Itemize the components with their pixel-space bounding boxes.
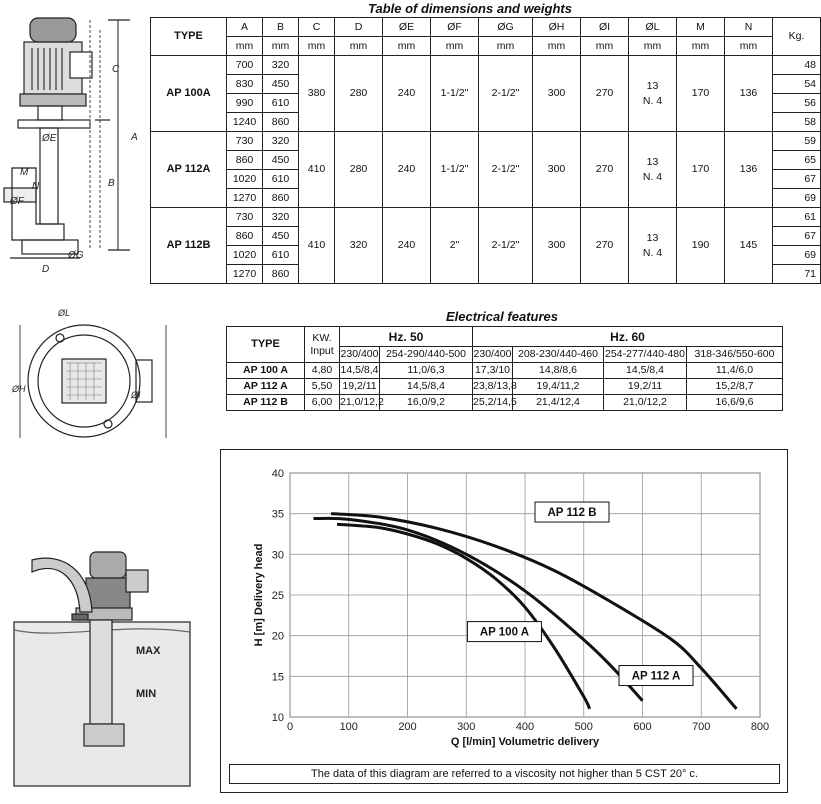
label-n: N <box>32 181 40 192</box>
value-g: 2-1/2" <box>479 208 533 284</box>
value-a: 1020 <box>227 170 263 189</box>
label-oe: ØE <box>42 133 57 144</box>
value-n: 145 <box>725 208 773 284</box>
value-m: 170 <box>677 132 725 208</box>
model-type: AP 112B <box>151 208 227 284</box>
label-max: MAX <box>136 645 161 657</box>
value-a: 700 <box>227 56 263 75</box>
value-b: 450 <box>263 227 299 246</box>
series-label: AP 112 B <box>547 507 597 520</box>
current-value: 16,6/9,6 <box>687 395 783 411</box>
elec-model-type: AP 100 A <box>227 363 305 379</box>
performance-chart <box>220 449 788 763</box>
voltage-header: 254-277/440-480 <box>604 347 687 363</box>
value-kg: 67 <box>773 170 821 189</box>
value-b: 450 <box>263 75 299 94</box>
value-e: 240 <box>383 208 431 284</box>
header-l: ØL <box>629 18 677 37</box>
y-tick-label: 30 <box>271 549 284 562</box>
unit-cell: mm <box>227 37 263 56</box>
header-kg: Kg. <box>773 18 821 56</box>
value-e: 240 <box>383 56 431 132</box>
dimensions-row <box>151 208 821 227</box>
value-a: 1020 <box>227 246 263 265</box>
header-e: ØE <box>383 18 431 37</box>
elec-model-type: AP 112 A <box>227 379 305 395</box>
header-i: ØI <box>581 18 629 37</box>
current-value: 15,2/8,7 <box>687 379 783 395</box>
value-d: 280 <box>335 56 383 132</box>
electrical-row <box>227 395 783 411</box>
unit-cell: mm <box>581 37 629 56</box>
value-kg: 59 <box>773 132 821 151</box>
dimensions-header-row <box>151 18 821 37</box>
dimensions-row <box>151 56 821 75</box>
current-value: 19,2/11 <box>340 379 380 395</box>
value-b: 860 <box>263 189 299 208</box>
value-kg: 58 <box>773 113 821 132</box>
dimensions-title: Table of dimensions and weights <box>368 1 572 16</box>
value-l-size: 13 <box>646 79 659 92</box>
header-b: B <box>263 18 299 37</box>
value-e: 240 <box>383 132 431 208</box>
dimensions-table <box>150 17 821 284</box>
value-a: 1240 <box>227 113 263 132</box>
value-c: 380 <box>299 56 335 132</box>
value-b: 610 <box>263 246 299 265</box>
elec-header-kw <box>305 327 340 363</box>
hz60-header: Hz. 60 <box>473 327 783 347</box>
value-l <box>629 132 677 208</box>
unit-cell: mm <box>677 37 725 56</box>
value-kg: 54 <box>773 75 821 94</box>
model-type: AP 112A <box>151 132 227 208</box>
x-tick-label: 400 <box>515 721 535 733</box>
x-axis-label: Q [l/min] Volumetric delivery <box>450 736 600 748</box>
value-b: 320 <box>263 56 299 75</box>
electrical-row <box>227 379 783 395</box>
value-f: 1-1/2" <box>431 132 479 208</box>
kw-value: 6,00 <box>305 395 340 411</box>
x-tick-label: 700 <box>692 721 711 733</box>
value-f: 2" <box>431 208 479 284</box>
kw-label: KW. <box>312 331 332 344</box>
value-i: 270 <box>581 132 629 208</box>
value-kg: 69 <box>773 246 821 265</box>
dimensions-units-row <box>151 37 821 56</box>
value-g: 2-1/2" <box>479 56 533 132</box>
y-tick-label: 40 <box>271 468 284 480</box>
y-tick-label: 25 <box>271 590 284 602</box>
unit-cell: mm <box>629 37 677 56</box>
pump-side-elevation <box>4 18 130 258</box>
value-b: 860 <box>263 265 299 284</box>
value-kg: 71 <box>773 265 821 284</box>
value-h: 300 <box>533 208 581 284</box>
current-value: 14,5/8,4 <box>604 363 687 379</box>
current-value: 21,0/12,2 <box>604 395 687 411</box>
elec-model-type: AP 112 B <box>227 395 305 411</box>
value-b: 860 <box>263 113 299 132</box>
unit-cell: mm <box>383 37 431 56</box>
value-b: 610 <box>263 94 299 113</box>
y-tick-label: 35 <box>271 508 284 521</box>
technical-drawings <box>0 0 161 800</box>
value-d: 320 <box>335 208 383 284</box>
value-a: 860 <box>227 227 263 246</box>
y-tick-label: 20 <box>271 630 284 643</box>
value-h: 300 <box>533 132 581 208</box>
unit-cell: mm <box>431 37 479 56</box>
header-m: M <box>677 18 725 37</box>
current-value: 14,5/8,4 <box>340 363 380 379</box>
unit-cell: mm <box>299 37 335 56</box>
value-kg: 61 <box>773 208 821 227</box>
label-of: ØF <box>10 196 24 207</box>
elec-header-type: TYPE <box>227 327 305 363</box>
current-value: 11,4/6,0 <box>687 363 783 379</box>
value-b: 320 <box>263 132 299 151</box>
value-n: 136 <box>725 56 773 132</box>
y-axis-label: H [m] Delivery head <box>253 543 265 647</box>
unit-cell: mm <box>263 37 299 56</box>
current-value: 17,3/10 <box>473 363 513 379</box>
header-n: N <box>725 18 773 37</box>
unit-cell: mm <box>533 37 581 56</box>
value-a: 1270 <box>227 189 263 208</box>
value-b: 610 <box>263 170 299 189</box>
value-n: 136 <box>725 132 773 208</box>
current-value: 19,4/11,2 <box>513 379 604 395</box>
value-l <box>629 56 677 132</box>
current-value: 19,2/11 <box>604 379 687 395</box>
voltage-header: 230/400 <box>340 347 380 363</box>
value-a: 830 <box>227 75 263 94</box>
y-tick-label: 10 <box>271 712 284 724</box>
electrical-title: Electrical features <box>445 309 558 324</box>
x-tick-label: 500 <box>574 721 593 733</box>
unit-cell: mm <box>479 37 533 56</box>
value-a: 990 <box>227 94 263 113</box>
label-a: A <box>131 132 138 143</box>
value-a: 730 <box>227 208 263 227</box>
value-a: 730 <box>227 132 263 151</box>
value-c: 410 <box>299 208 335 284</box>
value-l-size: 13 <box>646 231 659 244</box>
value-c: 410 <box>299 132 335 208</box>
voltage-header: 318-346/550-600 <box>687 347 783 363</box>
value-kg: 56 <box>773 94 821 113</box>
value-l-count: N. 4 <box>642 246 663 259</box>
x-tick-label: 600 <box>633 721 652 733</box>
value-d: 280 <box>335 132 383 208</box>
header-type: TYPE <box>151 18 227 56</box>
value-b: 320 <box>263 208 299 227</box>
unit-cell: mm <box>335 37 383 56</box>
header-g: ØG <box>479 18 533 37</box>
x-tick-label: 200 <box>398 721 417 733</box>
label-m: M <box>20 167 29 178</box>
voltage-header: 208-230/440-460 <box>513 347 604 363</box>
value-b: 450 <box>263 151 299 170</box>
electrical-row <box>227 363 783 379</box>
x-tick-label: 800 <box>750 721 770 733</box>
label-og: ØG <box>68 250 84 261</box>
value-l-count: N. 4 <box>642 94 663 107</box>
current-value: 14,5/8,4 <box>380 379 473 395</box>
label-d: D <box>42 264 50 275</box>
x-tick-label: 100 <box>339 721 358 733</box>
value-m: 170 <box>677 56 725 132</box>
label-oh: ØH <box>12 384 26 394</box>
kw-value: 5,50 <box>305 379 340 395</box>
label-oi: ØI <box>131 390 141 400</box>
value-a: 860 <box>227 151 263 170</box>
value-a: 1270 <box>227 265 263 284</box>
pump-tank-installation <box>14 552 190 786</box>
model-type: AP 100A <box>151 56 227 132</box>
header-f: ØF <box>431 18 479 37</box>
label-min: MIN <box>136 688 157 700</box>
current-value: 21,4/12,4 <box>513 395 604 411</box>
label-c: C <box>112 64 120 75</box>
value-f: 1-1/2" <box>431 56 479 132</box>
header-d: D <box>335 18 383 37</box>
pump-top-view <box>20 325 166 438</box>
value-i: 270 <box>581 208 629 284</box>
x-tick-label: 300 <box>457 721 476 733</box>
voltage-header: 230/400 <box>473 347 513 363</box>
value-l <box>629 208 677 284</box>
current-value: 25,2/14,5 <box>473 395 513 411</box>
current-value: 16,0/9,2 <box>380 395 473 411</box>
value-kg: 67 <box>773 227 821 246</box>
kw-input-label: Input <box>310 344 334 357</box>
value-i: 270 <box>581 56 629 132</box>
header-h: ØH <box>533 18 581 37</box>
header-c: C <box>299 18 335 37</box>
electrical-table <box>226 326 783 411</box>
series-label: AP 112 A <box>631 670 681 683</box>
current-value: 21,0/12,2 <box>340 395 380 411</box>
current-value: 23,8/13,8 <box>473 379 513 395</box>
current-value: 14,8/8,6 <box>513 363 604 379</box>
value-kg: 65 <box>773 151 821 170</box>
chart-note: The data of this diagram are referred to a viscosity not higher than 5 CST 20° c. <box>229 764 780 784</box>
hz50-header: Hz. 50 <box>340 327 473 347</box>
value-h: 300 <box>533 56 581 132</box>
voltage-header: 254-290/440-500 <box>380 347 473 363</box>
value-m: 190 <box>677 208 725 284</box>
value-kg: 48 <box>773 56 821 75</box>
kw-value: 4,80 <box>305 363 340 379</box>
y-tick-label: 15 <box>271 671 284 684</box>
unit-cell: mm <box>725 37 773 56</box>
series-label: AP 100 A <box>479 626 530 639</box>
value-l-size: 13 <box>646 155 659 168</box>
label-b: B <box>108 178 115 189</box>
label-ol: ØL <box>58 308 71 318</box>
value-g: 2-1/2" <box>479 132 533 208</box>
value-l-count: N. 4 <box>642 170 663 183</box>
x-tick-label: 0 <box>286 721 294 733</box>
value-kg: 69 <box>773 189 821 208</box>
current-value: 11,0/6,3 <box>380 363 473 379</box>
header-a: A <box>227 18 263 37</box>
dimensions-row <box>151 132 821 151</box>
